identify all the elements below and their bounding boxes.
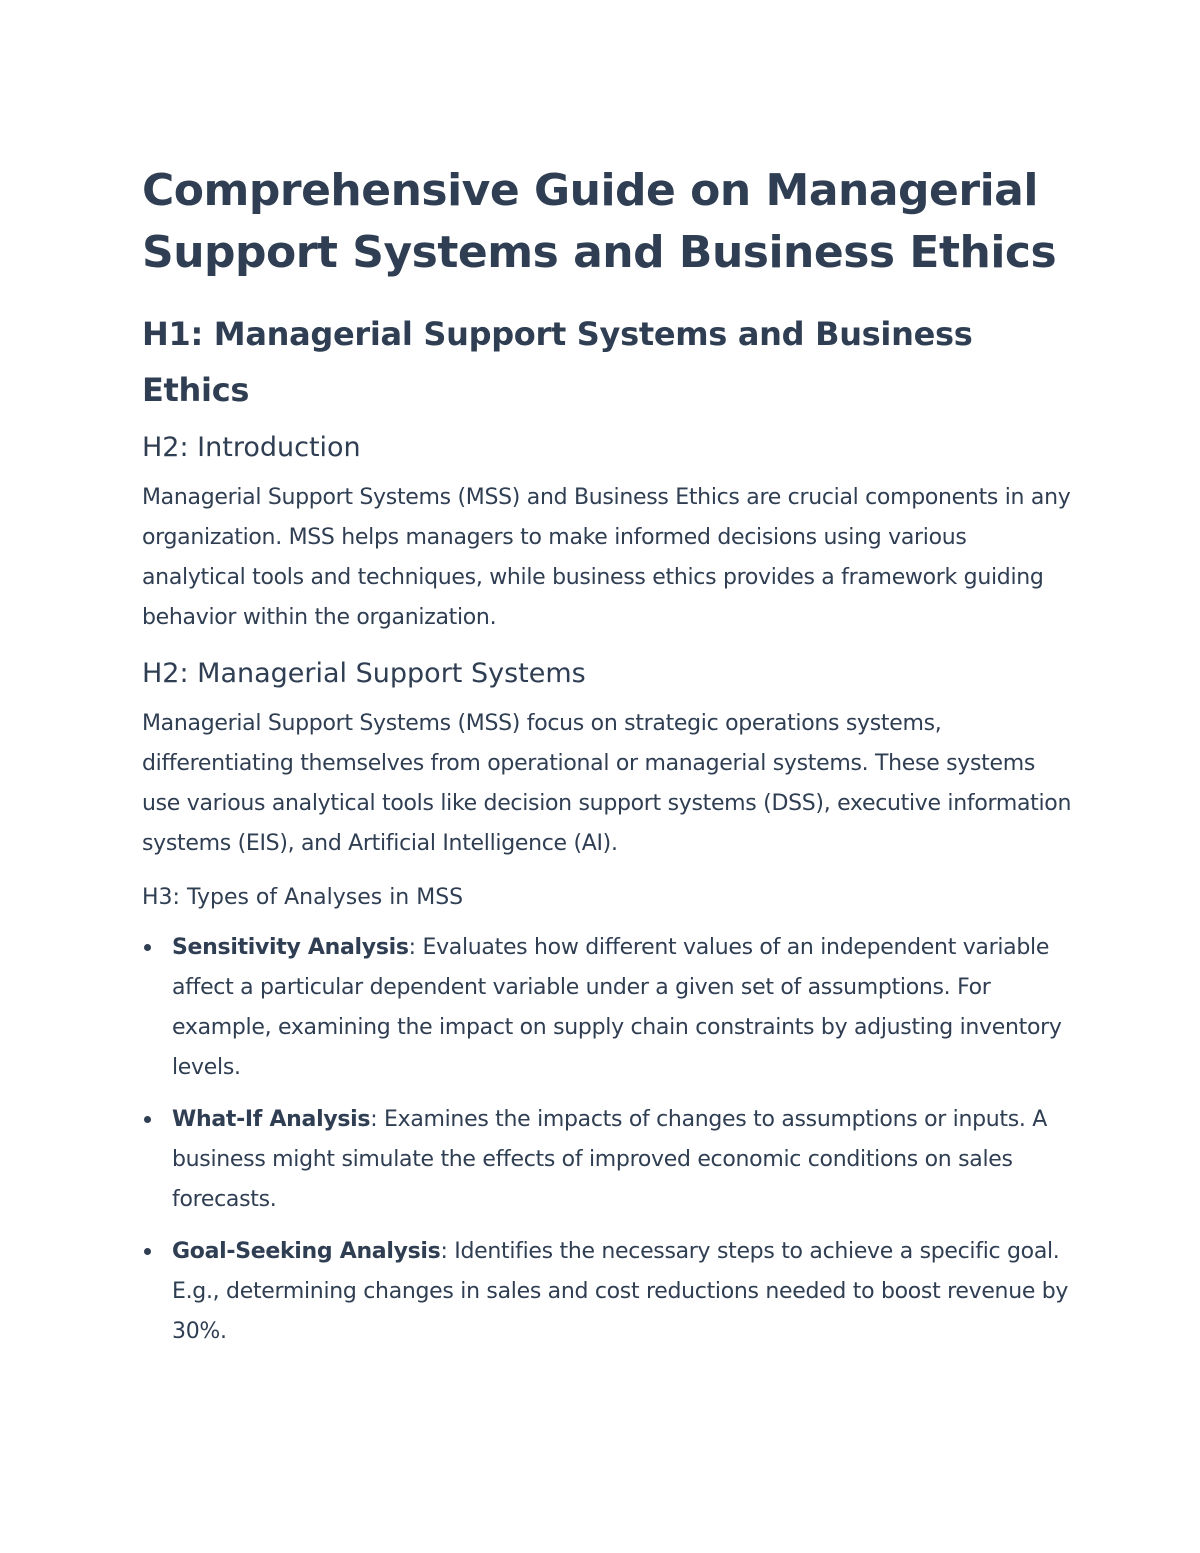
list-item-term: What-If Analysis — [172, 1107, 371, 1132]
subsection-heading-types-of-analyses: H3: Types of Analyses in MSS — [142, 885, 464, 910]
list-item-term: Sensitivity Analysis — [172, 935, 409, 960]
bullet-icon — [144, 944, 151, 951]
managerial-support-systems-paragraph: Managerial Support Systems (MSS) focus on strategic operations systems, differentiating themselves from operational or managerial systems. These systems use various analytical tools like decision support systems (DSS), executive information systems (EIS), and Artificial Intelligence (AI). — [142, 711, 1072, 856]
list-item-text: : Evaluates how different values of an independent variable affect a particular dependent variable under a given set of assumptions. For example, examining the impact on supply chain constraints by adjusting inventory levels. — [172, 935, 1062, 1080]
list-item-what-if-analysis — [142, 1100, 1072, 1220]
document-page — [142, 160, 1072, 1364]
document-title: Comprehensive Guide on Managerial Support Systems and Business Ethics — [142, 165, 1057, 278]
list-item-goal-seeking-analysis — [142, 1232, 1072, 1352]
analyses-list — [142, 928, 1072, 1352]
list-item-text: : Examines the impacts of changes to assumptions or inputs. A business might simulate the effects of improved economic conditions on sales forecasts. — [172, 1107, 1048, 1212]
section-heading-managerial-support-systems: H2: Managerial Support Systems — [142, 658, 586, 689]
section-heading-introduction: H2: Introduction — [142, 432, 361, 463]
list-item-term: Goal-Seeking Analysis — [172, 1239, 441, 1264]
bullet-icon — [144, 1116, 151, 1123]
bullet-icon — [144, 1248, 151, 1255]
section-heading-h1: H1: Managerial Support Systems and Business Ethics — [142, 315, 973, 409]
list-item-sensitivity-analysis — [142, 928, 1072, 1088]
introduction-paragraph: Managerial Support Systems (MSS) and Business Ethics are crucial components in any organization. MSS helps managers to make informed decisions using various analytical tools and techniques, while business ethics provides a framework guiding behavior within the organization. — [142, 485, 1071, 630]
list-item-text: : Identifies the necessary steps to achieve a specific goal. E.g., determining changes in sales and cost reductions needed to boost revenue by 30%. — [172, 1239, 1069, 1344]
